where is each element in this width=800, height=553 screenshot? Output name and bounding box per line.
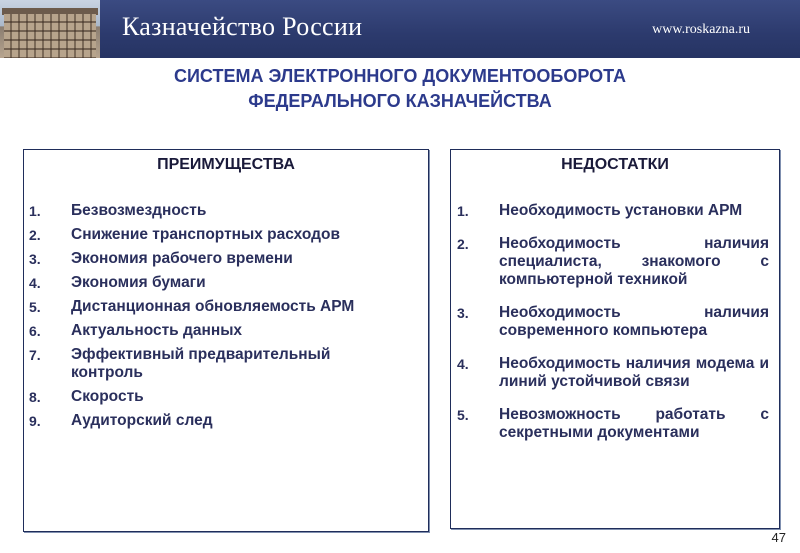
list-item: 5. Невозможность работать с секретными документами [457,406,769,441]
list-item: 2. Необходимость наличия специалиста, знакомого с компьютерной техникой [457,235,769,288]
page-number: 47 [771,530,786,545]
list-item: 1. Необходимость установки АРМ [457,202,743,219]
slide-title-line2: ФЕДЕРАЛЬНОГО КАЗНАЧЕЙСТВА [248,91,552,111]
list-item: 8. Скорость [29,388,144,405]
header-title: Казначейство России [122,12,363,41]
list-item: 7. Эффективный предварительный контроль [29,346,331,381]
list-item: 4. Экономия бумаги [29,274,206,291]
disadvantages-panel [450,149,780,529]
header-bar [0,0,800,58]
list-item: 4. Необходимость наличия модема и линий устойчивой связи [457,355,769,390]
advantages-heading: ПРЕИМУЩЕСТВА [157,156,295,173]
list-item: 3. Экономия рабочего времени [29,250,293,267]
disadvantages-heading: НЕДОСТАТКИ [561,156,669,173]
advantages-panel [23,149,429,532]
list-item: 1. Безвозмездность [29,202,207,219]
list-item: 3. Необходимость наличия современного компьютера [457,304,769,339]
list-item: 9. Аудиторский след [29,412,213,429]
slide-title-line1: СИСТЕМА ЭЛЕКТРОННОГО ДОКУМЕНТООБОРОТА [174,66,626,86]
advantages-list [24,202,424,436]
header-url[interactable]: www.roskazna.ru [652,22,750,37]
building-photo [0,0,100,58]
list-item: 2. Снижение транспортных расходов [29,226,341,243]
list-item: 6. Актуальность данных [29,322,243,339]
list-item: 5. Дистанционная обновляемость АРМ [29,298,355,315]
disadvantages-list [451,202,773,457]
